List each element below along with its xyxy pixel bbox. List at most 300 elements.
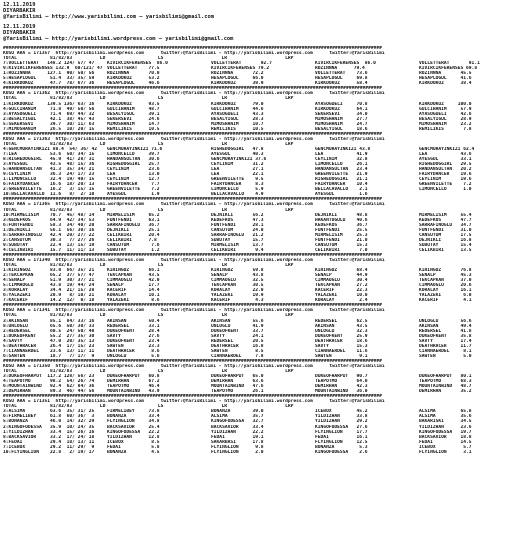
race-info: KOSU ARA = 171363 http://yarisbilimi.wordpress.com twitter:@YarisBilimi - http://yarisbilimi.wordpress.com twitter:@YarisBilimi: [3, 136, 385, 142]
race-section: [3, 197, 525, 253]
result-cell: 1:ROZINNNA 127.1 90/ 50/ 56: [3, 71, 95, 77]
result-row: [3, 450, 525, 455]
result-cell: LEA 41.9: [315, 151, 368, 157]
result-cell: DEMIRHAN 63.6: [211, 379, 264, 385]
result-cell: BAKARISKI 34.5: [419, 419, 472, 425]
result-cell: KORALAY 16.1: [419, 288, 472, 294]
result-cell: GENCMURAYINKIZI 37.6: [211, 157, 267, 163]
result-cell: 8:SARRAFINOGLU 42.4 20/ 27/ 22: [3, 232, 95, 238]
result-cell: KIRKDOKUZ 53.2: [107, 76, 160, 82]
result-cell: DEJNIKLI 48.8: [315, 212, 368, 218]
result-cell: SEKERSEVI 34.0: [315, 111, 368, 117]
result-cell: 10:FLYINGLION 22.8 2/ 19/ 17: [3, 449, 95, 455]
result-cell: 2:REDERSEL 60.5 24/ 50/ 40: [3, 328, 95, 334]
result-cell: KIRKDOKUZ 100.0: [419, 101, 472, 107]
result-cell: FEDAI 16.1: [315, 434, 368, 440]
result-cell: REDERSEL 41.8: [419, 328, 472, 334]
result-cell: REMILIKIS 10.5: [211, 126, 264, 132]
result-cell: SENALP 44.9: [315, 273, 368, 279]
result-cell: BESALYIGUL 18.6: [315, 126, 368, 132]
column-headers: TOTAL 81/82/83 LD LS LR LRP: [3, 404, 294, 410]
header-date: 12.11.2019: [3, 2, 36, 8]
result-cell: ROZINNNA 72.2: [211, 71, 264, 77]
result-cell: 4:GENCMURAYINKIZI 88.4 54/ 36/ 42: [3, 146, 98, 152]
result-cell: FLYINGLION 9.8: [211, 444, 264, 450]
result-cell: BONANZA 39.0: [211, 409, 264, 415]
race-list: [3, 46, 525, 455]
result-cell: KIRINGOZ 68.4: [315, 268, 368, 274]
race-section: [3, 86, 525, 131]
result-cell: KACERIF 4.3: [211, 298, 264, 304]
result-cell: 6:FAIRYDANCER 16.6 18/ 20/ 13: [3, 182, 95, 188]
result-cell: BACKSAVIOR 33.4: [211, 424, 264, 430]
result-cell: HANDANSULTAN 23.4: [315, 167, 368, 173]
result-cell: MIRMELISIM 55.4: [419, 212, 472, 218]
result-cell: FUNTFENDI 28.1: [211, 222, 264, 228]
result-cell: VOLLETTERAT 92.7: [211, 61, 272, 67]
race-info: KOSU ARA = 171365 http://yarisbilimi.wordpress.com twitter:@YarisBilimi - http://yarisbilimi.wordpress.com twitter:@YarisBilimi: [3, 202, 385, 208]
result-cell: ICEBOX 5.7: [419, 444, 472, 450]
result-cell: FLYINGLION 17.7: [315, 429, 368, 435]
result-cell: 7:CIANNAERDEL 23.6 13/ 11/ 11: [3, 348, 95, 354]
result-cell: FAIRYDANCER 7.7: [107, 182, 160, 188]
result-cell: 7:LEA 53.6 50/ 34/ 15: [3, 151, 95, 157]
result-cell: FAIRYDANCER 19.6: [419, 172, 472, 178]
result-cell: KINGOFODESSA 32.7: [211, 419, 264, 425]
result-cell: KIRKDOKUZ 93.5: [107, 101, 160, 107]
result-cell: DEATHRACER 16.8: [211, 343, 264, 349]
result-cell: SAWTEN 9.1: [315, 353, 368, 359]
result-cell: SUBUTAY 15.4: [419, 242, 472, 248]
result-cell: TEAPOTMO 68.3: [419, 379, 472, 385]
result-cell: AYESGUL 33.1: [419, 157, 472, 163]
result-cell: HESAPLOGUL 46.6: [107, 81, 160, 87]
result-cell: VOLLETTERAT 73.6: [315, 71, 368, 77]
result-cell: GULCIHANIM 44.6: [211, 106, 264, 112]
result-cell: 10:MIRMELISIM 70.7 45/ 48/ 14: [3, 212, 95, 218]
result-cell: FUNTFENDI 21.0: [315, 237, 368, 243]
result-cell: GENCMURAYINKIZI 43.8: [315, 146, 371, 152]
result-cell: CIANNAERDEL 8.1: [419, 348, 472, 354]
result-cell: FLYINGLION 12.5: [315, 439, 368, 445]
result-cell: 1:KIRKDOKUZ 139.5 136/ 63/ 16: [3, 101, 95, 107]
result-cell: 2:CANSUTUM 30.3 7/ 27/ 26: [3, 237, 95, 243]
result-cell: SAVTY 27.6: [107, 333, 160, 339]
result-cell: TEKCAPKAN 43.5: [107, 273, 160, 279]
result-cell: SUBUTAY 15.7: [211, 237, 264, 243]
result-cell: SAVTY 15.3: [315, 343, 368, 349]
result-cell: YALAZEKI 8.6: [107, 298, 160, 304]
result-cell: KIRKDOKUZ 64.1: [315, 106, 368, 112]
result-cell: CANSUTUM 15.3: [315, 242, 368, 248]
result-cell: 10:BELLACAVALLO 11.6 8/ 2/ 10: [3, 192, 95, 198]
result-cell: FUNTFENDI 63.1: [107, 217, 160, 223]
result-cell: 4:SAVTY 47.0 20/ 35/ 13: [3, 338, 95, 344]
result-cell: HANDANSULTAN 30.6: [107, 157, 160, 163]
result-cell: FUNTFENDI 25.5: [315, 227, 368, 233]
result-cell: DUKEOFHARPUT 65.0: [211, 374, 264, 380]
separator-line: #########################################################################################################################################: [3, 358, 382, 364]
result-cell: YALAZEKI 19.9: [211, 293, 264, 299]
race-section: [3, 253, 525, 303]
result-cell: SEKERSEVI 24.6: [107, 116, 160, 122]
result-cell: 9:SUBUTAY 22.4 13/ 15/ 19: [3, 242, 95, 248]
result-cell: DEMIRHAN 35.2: [419, 389, 472, 395]
result-cell: KORALAY 2.4: [315, 298, 368, 304]
result-cell: KIVIRCIKFERENSES 69.8: [419, 66, 478, 72]
result-cell: GREENVILETTE 7.2: [419, 182, 472, 188]
result-cell: CANSUTUM 17.5: [419, 232, 472, 238]
result-cell: MIRMELISIM 13.7: [211, 242, 264, 248]
result-cell: KIVIRCIKFERENSES 86.0: [107, 61, 168, 67]
result-cell: TEKCAPKAN 30.5: [211, 283, 264, 289]
result-cell: AYASOGUELI 42.6: [419, 111, 472, 117]
result-cell: UNLOGLU 41.9: [211, 323, 264, 329]
result-cell: 7:MIMOSHANIM 26.5 10/ 20/ 15: [3, 126, 95, 132]
separator-line: #########################################################################################################################################: [3, 197, 382, 203]
result-cell: 5:SEKERSEVI 39.7 30/ 11/ 63: [3, 121, 95, 127]
result-cell: KIVIRCIKFERENSES 79.2: [211, 66, 270, 72]
result-cell: FLYINGLION 2.0: [211, 449, 264, 455]
result-cell: RIGHEDOGGIRL 47.8: [211, 146, 264, 152]
result-cell: AYESGUL 40.3: [211, 151, 264, 157]
result-cell: 3:DUKEOFHARPUT 117.2 128/ 56/ 23: [3, 374, 95, 380]
result-cell: CELIKBIRI 7.0: [315, 247, 368, 253]
result-cell: LEA 22.1: [211, 172, 264, 178]
result-cell: ICEBOX 8.5: [107, 439, 160, 445]
result-cell: 1:DUKEOFKENT 55.2 27/ 35/ 30: [3, 333, 95, 339]
result-cell: 6:FUNTFENDI 58.3 34/ 40/ 20: [3, 222, 95, 228]
result-cell: YILDIZHAN 12.8: [107, 434, 160, 440]
result-cell: KEDEFKOS 36.7: [315, 222, 368, 228]
result-cell: SARRAFINOGLU 21.2: [211, 232, 264, 238]
result-cell: 4:CELIKBIRI 15.7 11/ 11/ 13: [3, 247, 95, 253]
result-cell: 6:MOUNTAINWIND 92.4 62/ 84/ 36: [3, 384, 95, 390]
header-links: @YarisBilimi — http://www.yarisbilimi.com — yarisbilimi@gmail.com: [3, 14, 214, 20]
result-cell: DEMIRHAN 67.2: [107, 379, 160, 385]
result-cell: KIRINGOZ 76.8: [419, 268, 472, 274]
result-cell: LIMONCELLO 39.7: [107, 151, 160, 157]
result-cell: GULCIHANIM 57.9: [419, 106, 472, 112]
result-cell: 4:TEAPOTMO 98.2 54/ 26/ 74: [3, 379, 95, 385]
race-info: KOSU ARA = 171351 http://yarisbilimi.wordpress.com twitter:@YarisBilimi - http://yarisbilimi.wordpress.com twitter:@YarisBilimi: [3, 399, 385, 405]
result-cell: DEJNIKLI 56.2: [211, 212, 264, 218]
result-cell: KIRKDOKUZ 39.9: [211, 81, 264, 87]
result-cell: FIRMELIBEY 73.8: [107, 409, 160, 415]
result-cell: SENALP 17.7: [107, 283, 160, 289]
column-headers: TOTAL 81/82/83 LD LS LR LRP: [3, 313, 294, 319]
result-cell: KACERIF 14.4: [107, 288, 160, 294]
result-cell: KIRKDOKUZ 79.0: [211, 101, 264, 107]
result-cell: DUKEOFHARPUT 60.8: [107, 374, 160, 380]
result-cell: BONANZA 5.3: [315, 444, 368, 450]
result-cell: DUKEOFHARPUT 80.1: [419, 374, 472, 380]
column-headers: TOTAL 81/82/83 LD LS LR LRP: [3, 263, 294, 269]
result-cell: ALSIMA 65.8: [419, 409, 472, 415]
result-cell: CEYLINIM 19.6: [419, 177, 472, 183]
column-headers: TOTAL 81/82/83 LD LS LR LRP: [3, 56, 294, 62]
result-cell: CELIKBIRI 13.5: [419, 247, 472, 253]
result-cell: KINGOFODESSA 27.6: [315, 424, 368, 430]
result-cell: YILDIZHAN 29.2: [315, 419, 368, 425]
result-cell: 5:BONANZA 46.0 14/ 32/ 29: [3, 419, 95, 425]
result-cell: DEATHRACER 18.6: [315, 338, 368, 344]
result-cell: TEAPOTMO 26.1: [211, 389, 264, 395]
result-cell: SENALP 45.3: [419, 273, 472, 279]
result-cell: BONANZA 4.5: [107, 449, 160, 455]
result-cell: SAWTEN 23.3: [107, 343, 160, 349]
result-cell: 4:GULCIHANIM 71.8 49/ 50/ 56: [3, 106, 95, 112]
result-cell: VOLLETTERAT 91.1: [419, 61, 480, 67]
separator-line: #########################################################################################################################################: [3, 303, 382, 309]
result-cell: HESAPLOGUL 41.6: [419, 76, 472, 82]
result-cell: DUKEOFKENT 33.7: [211, 328, 264, 334]
result-cell: MIRMELISIM 65.2: [107, 212, 160, 218]
result-cell: MIMOSHANIM 23.2: [419, 121, 472, 127]
result-cell: LIMONCELLO 5.9: [211, 187, 264, 193]
result-cell: BELLACAVALLO 2.1: [315, 187, 368, 193]
result-cell: AYASOGUELI 43.3: [211, 111, 264, 117]
result-cell: BONANZA 33.4: [107, 414, 160, 420]
result-cell: YALAZEKI 10.0: [315, 293, 368, 299]
result-cell: KACERIF 4.1: [419, 298, 472, 304]
result-cell: FLYINGLION 3.1: [419, 449, 472, 455]
result-cell: HANDANSULTAN 20.2: [419, 167, 472, 173]
result-cell: 2:BESALYIGUL 42.1 38/ 45/ 43: [3, 116, 95, 122]
result-cell: 3:KEDEFKOS 64.9 42/ 34/ 53: [3, 217, 95, 223]
result-cell: FUNTFENDI 31.0: [419, 227, 472, 233]
result-cell: REMILIKIS 7.8: [419, 126, 472, 132]
result-cell: ROZINNNA 79.4: [315, 66, 365, 72]
result-cell: FLYINGLION 34.8: [107, 419, 160, 425]
race-info: KOSU ARA = 171340 http://yarisbilimi.wordpress.com twitter:@YarisBilimi - http://yarisbilimi.wordpress.com twitter:@YarisBilimi: [3, 257, 385, 263]
result-cell: MIMOSHANIM 14.7: [107, 121, 160, 127]
race-section: [3, 394, 525, 455]
result-cell: DEATHRACER 11.7: [419, 343, 472, 349]
result-cell: HESAPLOGUL 69.8: [315, 76, 368, 82]
race-info: KOSU ARA = 171362 http://yarisbilimi.wordpress.com twitter:@YarisBilimi - http://yarisbilimi.wordpress.com twitter:@YarisBilimi: [3, 91, 385, 97]
separator-line: #########################################################################################################################################: [3, 252, 382, 258]
result-cell: 7:ICEBOX 29.2 11/ 29/ 9: [3, 444, 95, 450]
result-cell: ROZINNNA 70.0: [107, 71, 160, 77]
result-cell: 4:FEDAI 29.4 18/ 13/ 11: [3, 439, 95, 445]
result-cell: CEYLINIM 31.2: [211, 162, 264, 168]
result-cell: DEMIRHAN 42.3: [315, 384, 368, 390]
result-cell: SUBUTAY 1.2: [107, 247, 160, 253]
result-cell: UNLOGLU 5.6: [107, 353, 160, 359]
result-cell: FAIRYDANCER 8.3: [211, 182, 264, 188]
result-cell: SAVTY 17.4: [419, 338, 472, 344]
race-info: KOSU ARA = 171341 http://yarisbilimi.wordpress.com twitter:@YarisBilimi - http://yarisbilimi.wordpress.com twitter:@YarisBilimi: [3, 308, 385, 314]
result-cell: 3:AYASOGUELI 71.4 69/ 44/ 32: [3, 111, 95, 117]
result-cell: GREENVILETTE 7.2: [107, 187, 160, 193]
column-headers: TOTAL 81/82/83 LD LS LR LRP: [3, 141, 294, 147]
result-cell: DUKEOFKENT 25.9: [315, 333, 368, 339]
result-cell: LEA 13.0: [107, 172, 160, 178]
result-cell: [419, 192, 523, 197]
result-cell: CEYLINIM 23.6: [107, 167, 160, 173]
result-cell: 7:KACERIF 14.2 12/ 0/ 18: [3, 298, 95, 304]
result-cell: KIRKDOKUZ 38.4: [419, 81, 472, 87]
result-cell: 8:UNLOGLU 65.6 50/ 30/ 33: [3, 323, 95, 329]
result-cell: 9:CEYLINIM 36.3 24/ 17/ 23: [3, 172, 95, 178]
result-cell: MOUNTAINWIND 48.7: [419, 384, 472, 390]
result-cell: ALSIMA 35.7: [211, 414, 264, 420]
result-cell: GULCIHANIM 48.7: [107, 106, 160, 112]
result-cell: MOUNTAINWIND 43.9: [107, 389, 160, 395]
result-cell: TEKCAPKAN 27.2: [315, 283, 368, 289]
result-cell: BESALYIGUL 28.3: [211, 116, 264, 122]
result-cell: GREENVILETTE 21.9: [315, 172, 368, 178]
result-cell: CIMMAOGLU 32.5: [211, 278, 264, 284]
result-cell: TEAPOTMO 46.4: [107, 384, 160, 390]
result-cell: UNLOGLU 32.3: [315, 328, 368, 334]
result-cell: KINGOFODESSA 2.6: [315, 449, 368, 455]
result-cell: 2:DEMIRHAN 89.3 46/ 44/ 56: [3, 389, 95, 395]
result-cell: 3:ALSIMA 63.6 35/ 31/ 25: [3, 409, 95, 415]
result-cell: CELIKBIRI 7.8: [107, 237, 157, 243]
result-cell: FEDAI 5.8: [107, 444, 160, 450]
result-cell: 3:AYESGUL 43.5 48/ 15/ 36: [3, 162, 95, 168]
result-cell: 6:FIRMELIBEY 61.8 60/ 36/ 3: [3, 414, 95, 420]
result-cell: FAIRYDANCER 10.4: [315, 182, 368, 188]
result-cell: YALAZEKI 6.0: [419, 293, 472, 299]
result-cell: FEDAI 19.1: [211, 434, 264, 440]
result-cell: SARRAFINOGLU 36.7: [107, 222, 160, 228]
result-cell: SARRAFINOGLU 34.7: [419, 222, 472, 228]
result-cell: SAKARBASI 17.8: [211, 439, 264, 445]
race-section: [3, 46, 525, 86]
result-cell: AKINSAN 49.4: [419, 323, 472, 329]
result-cell: KACERIF 22.3: [315, 288, 368, 294]
result-cell: REDERSEL 20.5: [211, 338, 264, 344]
column-headers: TOTAL 81/82/83 LD LS LR LRP: [3, 369, 294, 374]
race-section: [3, 359, 525, 394]
result-cell: FEDAI 14.5: [419, 439, 472, 445]
result-cell: 3:AKINSAN 85.1 84/ 33/ 16: [3, 318, 95, 324]
result-cell: CIANNAERDEL 11.6: [315, 348, 368, 354]
separator-line: #########################################################################################################################################: [3, 86, 382, 92]
result-cell: CEYLINIM 32.8: [315, 157, 368, 163]
race-section: [3, 303, 525, 359]
result-cell: 9:KIVIRCIKFERENSES 132.9 60/121/ 47: [3, 66, 103, 72]
result-cell: CELIKBIRI 20.4: [107, 232, 160, 238]
result-cell: 6:YALAZEKI 20.9 8/ 10/ 21: [3, 293, 95, 299]
result-cell: YILDIZHAN 22.2: [211, 429, 264, 435]
result-cell: BACKSAVIOR 25.4: [107, 424, 160, 430]
result-cell: 5:HESAPLOGUL 51.4 33/ 35/ 59: [3, 76, 95, 82]
result-cell: 2:GREENVILETTE 16.2 3/ 15/ 15: [3, 187, 95, 193]
result-cell: GENCMURAYINKIZI 62.4: [419, 146, 475, 152]
result-cell: AYESGUL 1.6: [315, 192, 368, 198]
result-cell: 5:HANDANSULTAN 41.3 35/ 34/ 21: [3, 167, 95, 173]
result-cell: 1:DEJNIKLI 56.1 56/ 30/ 16: [3, 227, 95, 233]
result-cell: GREENVILETTE 9.5: [211, 177, 264, 183]
result-cell: KINGOFODESSA 19.7: [419, 429, 472, 435]
result-cell: CIMMAOGLU 20.6: [419, 283, 472, 289]
subheader-city: DIYARBAKIR: [3, 30, 36, 36]
result-cell: RIGHEDOGGIRL 25.7: [107, 162, 160, 168]
result-cell: ALSIMA 35.6: [419, 414, 472, 420]
result-cell: LIMONCELLO 26.1: [315, 162, 368, 168]
result-cell: CIMMAOGLU 42.0: [107, 278, 160, 284]
result-cell: RIGHEDOGGIRL 29.5: [419, 162, 472, 168]
result-cell: KEDEFKOS 47.3: [211, 217, 264, 223]
column-headers: TOTAL 81/82/83 LD LS LR LRP: [3, 207, 294, 213]
result-cell: 1:LIMONCELLO 32.4 19/ 40/ 15: [3, 177, 95, 183]
result-cell: UNLOGLU 56.6: [419, 318, 472, 324]
result-cell: YILDIZHAN 23.6: [419, 424, 472, 430]
result-cell: REMILIKIS 10.5: [107, 126, 160, 132]
result-cell: DUKEOFHARPUT 90.7: [315, 374, 368, 380]
result-cell: LIMONCELLO 1.0: [419, 187, 472, 193]
column-headers: TOTAL 81/82/83 LD LS LR LRP: [3, 96, 294, 102]
result-cell: BELLACAVALLO 4.9: [211, 192, 264, 198]
result-cell: 8:BACKSAVIOR 33.2 17/ 24/ 18: [3, 434, 95, 440]
result-cell: CANSUTUM 24.0: [211, 227, 264, 233]
result-cell: 1:KIRINGOZ 83.0 66/ 35/ 21: [3, 268, 95, 274]
race-info: KOSU ARA = 171357 http://yarisbilimi.wordpress.com twitter:@YarisBilimi - http://yarisbilimi.wordpress.com twitter:@YarisBilimi: [3, 51, 385, 57]
result-cell: BESALYIGUL 39.1: [107, 111, 160, 117]
result-cell: 8:RIGHEDOGGIRL 45.9 41/ 28/ 31: [3, 157, 95, 163]
result-cell: DUKEOFKENT 23.4: [107, 338, 160, 344]
result-cell: SAWTEN 8.5: [211, 348, 264, 354]
result-cell: AKINSAN 55.6: [211, 318, 264, 324]
result-cell: RIGHEDOGGIRL 21.1: [315, 177, 368, 183]
separator-line: #########################################################################################################################################: [3, 46, 382, 51]
separator-line: #########################################################################################################################################: [3, 131, 382, 137]
result-cell: TEKCAPKAN 37.0: [419, 278, 472, 284]
result-cell: KORALAY 22.0: [211, 288, 264, 294]
result-cell: REDERSEL 33.1: [107, 323, 160, 329]
result-cell: MIMOSHANIM 24.7: [315, 121, 368, 127]
separator-line: #########################################################################################################################################: [3, 394, 382, 400]
result-cell: MOUNTAINWIND 36.0: [315, 389, 368, 395]
result-cell: LEA 43.6: [419, 151, 472, 157]
subheader-links: @YarisBilimi — http://yarisbilimi.wordpress.com — yarisbilimi@gmail.com: [3, 36, 234, 42]
result-cell: VOLLETTERAT 77.5: [107, 66, 160, 72]
result-cell: AYESGUL 1.9: [107, 192, 160, 198]
race-info: KOSU ARA = 171350 http://yarisbilimi.wordpress.com twitter:@YarisBilimi - http://yarisbilimi.wordpress.com twitter:@YarisBilimi: [3, 363, 385, 369]
result-cell: SAVTY 24.1: [211, 333, 264, 339]
result-cell: KEDEFKOS 47.7: [419, 217, 472, 223]
result-cell: 1:YILDIZHAN 33.4 15/ 26/ 16: [3, 429, 95, 435]
result-cell: AKINSAN 50.4: [107, 318, 160, 324]
result-cell: MIRMELISIM 25.3: [315, 232, 368, 238]
result-cell: CEYLINIM 12.7: [107, 177, 160, 183]
result-cell: SAWTEN 5.0: [419, 353, 472, 359]
result-cell: MIMOSHANIM 10.7: [211, 121, 264, 127]
result-cell: DUKEOFKENT 28.4: [107, 328, 160, 334]
result-cell: CIMMAOGLU 30.4: [315, 278, 368, 284]
subheader-date: 12.11.2019: [3, 24, 36, 30]
result-cell: KIRKDOKUZ 58.4: [315, 81, 368, 87]
result-cell: 2:KINGOFODESSA 35.9 10/ 24/ 35: [3, 424, 95, 430]
result-cell: 3:KORALAY 34.4 21/ 15/ 28: [3, 288, 95, 294]
result-cell: YILDIZHAN 33.8: [315, 414, 368, 420]
result-cell: 7:VOLLETTERAT 148.2 124/ 57/ 47: [3, 61, 95, 67]
result-cell: MOUNTAINWIND 47.6: [211, 384, 264, 390]
result-cell: 2:TEKCAPKAN 65.2 37/ 57/ 47: [3, 273, 95, 279]
result-cell: BACKSAVIOR 18.8: [419, 434, 472, 440]
result-cell: MIMOSHANIM 27.7: [315, 116, 368, 122]
result-cell: GENCMURAYINKIZI 71.6: [107, 146, 163, 152]
result-cell: HAKANTOGULU 40.6: [315, 217, 368, 223]
result-cell: TEAPOTMO 64.0: [315, 379, 368, 385]
result-cell: REDERSEL 62.5: [315, 318, 368, 324]
result-cell: 4:SENALP 51.9 30/ 37/ 21: [3, 278, 95, 284]
result-cell: KIRINGOZ 59.8: [211, 268, 264, 274]
